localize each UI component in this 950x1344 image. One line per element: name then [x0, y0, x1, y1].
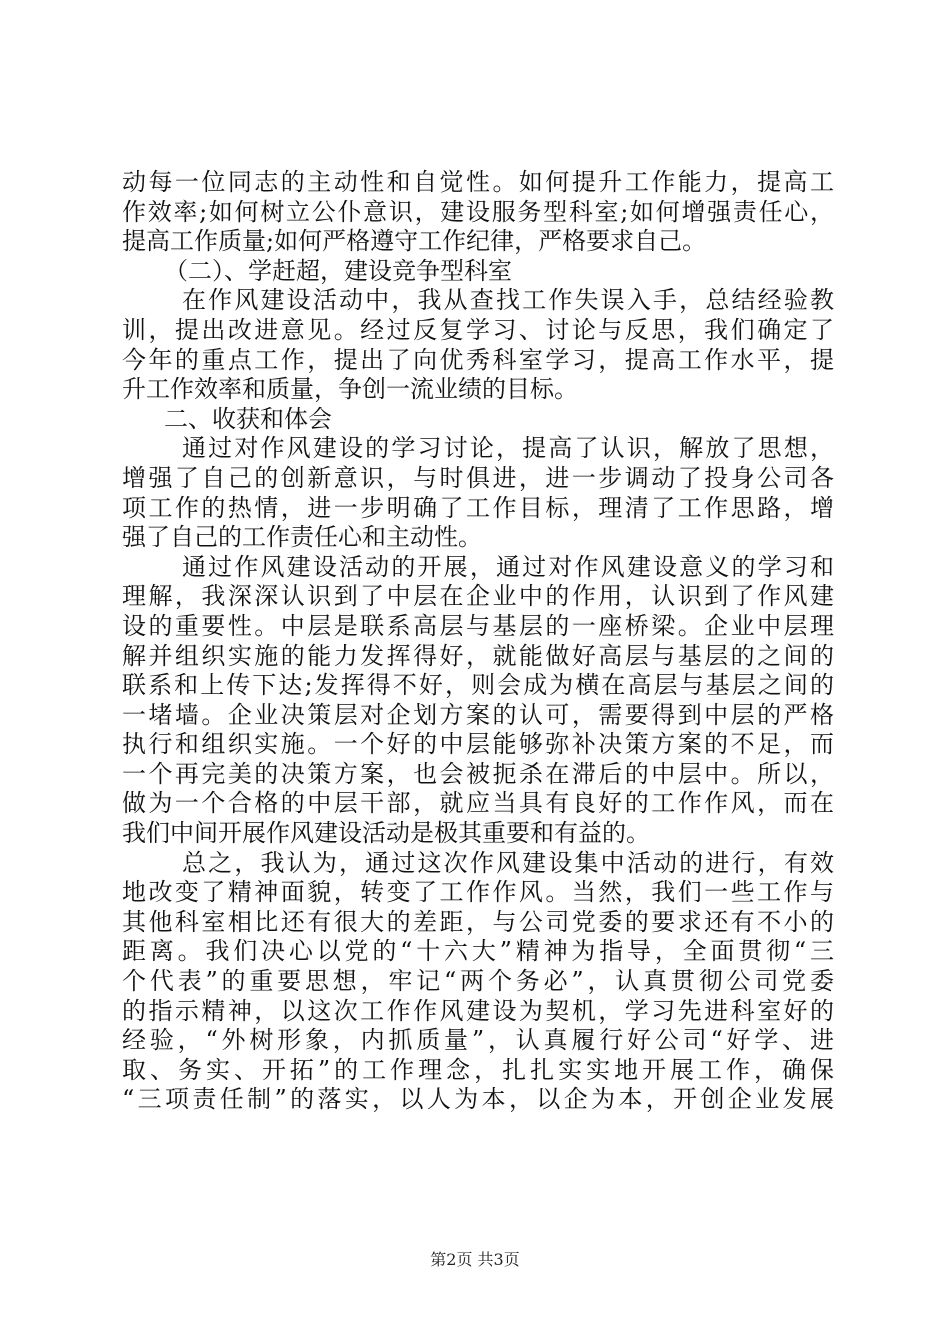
text-line: 动每一位同志的主动性和自觉性。如何提升工作能力，提高工: [122, 168, 834, 196]
text-line: 做为一个合格的中层干部，就应当具有良好的工作作风，而在: [122, 789, 834, 818]
text-line: 通过作风建设活动的开展，通过对作风建设意义的学习和: [182, 552, 834, 581]
text-line: 的指示精神，以这次工作作风建设为契机，学习先进科室好的: [122, 996, 834, 1025]
text-line: 联系和上传下达;发挥得不好，则会成为横在高层与基层之间的: [122, 671, 834, 700]
text-line: 通过对作风建设的学习讨论，提高了认识，解放了思想，: [182, 434, 834, 463]
text-line: 取、务实、开拓”的工作理念，扎扎实实地开展工作，确保: [122, 1055, 834, 1084]
text-line: 增强了自己的创新意识，与时俱进，进一步调动了投身公司各: [122, 463, 834, 492]
text-line: 总之，我认为，通过这次作风建设集中活动的进行，有效: [182, 848, 834, 877]
text-line: 我们中间开展作风建设活动是极其重要和有益的。: [122, 819, 650, 848]
text-line: 设的重要性。中层是联系高层与基层的一座桥梁。企业中层理: [122, 611, 834, 640]
text-line: 一个再完美的决策方案，也会被扼杀在滞后的中层中。所以，: [122, 759, 834, 788]
text-line: 作效率;如何树立公仆意识，建设服务型科室;如何增强责任心，: [122, 197, 834, 226]
text-line: 强了自己的工作责任心和主动性。: [122, 523, 482, 552]
text-line: 解并组织实施的能力发挥得好，就能做好高层与基层的之间的: [122, 641, 834, 670]
text-line: （二）、学赶超，建设竞争型科室: [164, 256, 512, 285]
text-line: 今年的重点工作，提出了向优秀科室学习，提高工作水平，提: [122, 345, 834, 374]
text-line: 个代表”的重要思想，牢记“两个务必”，认真贯彻公司党委: [122, 967, 834, 996]
text-line: 距离。我们决心以党的“十六大”精神为指导，全面贯彻“三: [122, 937, 834, 966]
text-line: 训，提出改进意见。经过反复学习、讨论与反思，我们确定了: [122, 315, 834, 344]
text-line: 地改变了精神面貌，转变了工作作风。当然，我们一些工作与: [122, 878, 834, 907]
text-line: 理解，我深深认识到了中层在企业中的作用，认识到了作风建: [122, 582, 834, 611]
document-body: [122, 168, 834, 1115]
text-line: 执行和组织实施。一个好的中层能够弥补决策方案的不足，而: [122, 730, 834, 759]
text-line: “三项责任制”的落实，以人为本，以企为本，开创企业发展: [122, 1085, 834, 1114]
text-line: 升工作效率和质量，争创一流业绩的目标。: [122, 375, 578, 404]
text-line: 其他科室相比还有很大的差距，与公司党委的要求还有不小的: [122, 907, 834, 936]
text-line: 二、收获和体会: [164, 404, 332, 433]
text-line: 提高工作质量;如何严格遵守工作纪律，严格要求自己。: [122, 227, 707, 256]
text-line: 在作风建设活动中，我从查找工作失误入手，总结经验教: [182, 286, 834, 315]
text-line: 一堵墙。企业决策层对企划方案的认可，需要得到中层的严格: [122, 700, 834, 729]
text-line: 经验，“外树形象，内抓质量”，认真履行好公司“好学、进: [122, 1026, 834, 1055]
text-line: 项工作的热情，进一步明确了工作目标，理清了工作思路，增: [122, 493, 834, 522]
page-footer: 第2页 共3页: [430, 1250, 520, 1269]
